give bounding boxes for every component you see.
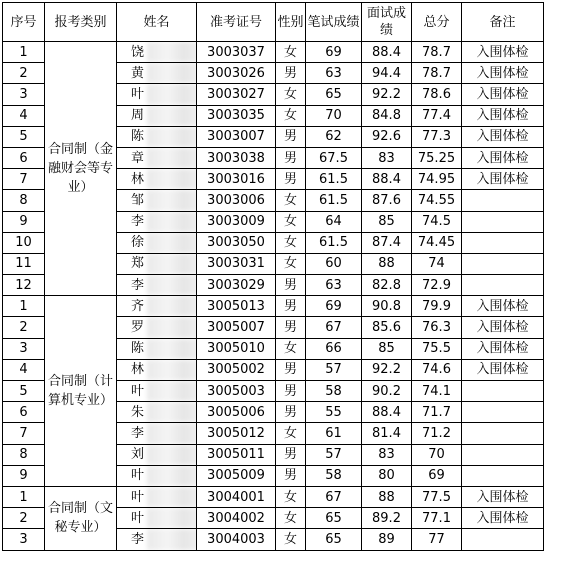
cell-remark: 入围体检 — [462, 508, 544, 529]
cell-total: 74.5 — [412, 211, 462, 232]
cell-name: 周 — [117, 105, 197, 126]
cell-total: 75.25 — [412, 147, 462, 168]
cell-written: 67 — [306, 317, 362, 338]
cell-remark: 入围体检 — [462, 147, 544, 168]
cell-total: 74.95 — [412, 169, 462, 190]
cell-name: 林 — [117, 169, 197, 190]
cell-seq: 1 — [3, 42, 45, 63]
cell-seq: 2 — [3, 317, 45, 338]
cell-exam-id: 3005003 — [197, 381, 276, 402]
cell-remark: 入围体检 — [462, 63, 544, 84]
cell-total: 77.4 — [412, 105, 462, 126]
cell-gender: 男 — [276, 296, 306, 317]
cell-written: 65 — [306, 529, 362, 550]
cell-gender: 男 — [276, 359, 306, 380]
cell-remark: 入围体检 — [462, 42, 544, 63]
cell-seq: 1 — [3, 486, 45, 507]
cell-exam-id: 3003007 — [197, 126, 276, 147]
cell-gender: 女 — [276, 253, 306, 274]
name-redaction-mask — [147, 190, 197, 210]
cell-written: 61 — [306, 423, 362, 444]
cell-total: 79.9 — [412, 296, 462, 317]
cell-exam-id: 3005013 — [197, 296, 276, 317]
cell-gender: 男 — [276, 402, 306, 423]
cell-seq: 11 — [3, 253, 45, 274]
name-redaction-mask — [147, 466, 197, 486]
cell-interview: 88 — [362, 253, 412, 274]
cell-written: 67.5 — [306, 147, 362, 168]
cell-interview: 89 — [362, 529, 412, 550]
cell-name: 林 — [117, 359, 197, 380]
cell-exam-id: 3005012 — [197, 423, 276, 444]
cell-gender: 女 — [276, 84, 306, 105]
cell-total: 71.2 — [412, 423, 462, 444]
cell-remark — [462, 402, 544, 423]
cell-total: 77 — [412, 529, 462, 550]
cell-written: 58 — [306, 465, 362, 486]
header-exam-id: 准考证号 — [197, 3, 276, 42]
cell-written: 69 — [306, 296, 362, 317]
cell-seq: 3 — [3, 338, 45, 359]
cell-interview: 92.2 — [362, 84, 412, 105]
name-redaction-mask — [147, 445, 197, 465]
cell-remark: 入围体检 — [462, 338, 544, 359]
cell-seq: 8 — [3, 190, 45, 211]
cell-interview: 85 — [362, 338, 412, 359]
cell-total: 78.6 — [412, 84, 462, 105]
cell-interview: 87.4 — [362, 232, 412, 253]
name-redaction-mask — [147, 275, 197, 295]
cell-total: 71.7 — [412, 402, 462, 423]
name-redaction-mask — [147, 148, 197, 168]
cell-gender: 女 — [276, 423, 306, 444]
cell-exam-id: 3003050 — [197, 232, 276, 253]
cell-remark — [462, 423, 544, 444]
name-redaction-mask — [147, 106, 197, 126]
cell-name: 叶 — [117, 84, 197, 105]
cell-name: 李 — [117, 211, 197, 232]
cell-seq: 4 — [3, 359, 45, 380]
cell-interview: 92.2 — [362, 359, 412, 380]
cell-remark: 入围体检 — [462, 105, 544, 126]
cell-exam-id: 3004002 — [197, 508, 276, 529]
cell-remark: 入围体检 — [462, 486, 544, 507]
table-row — [3, 486, 544, 507]
header-category: 报考类别 — [45, 3, 117, 42]
name-redaction-mask — [147, 360, 197, 380]
cell-exam-id: 3003016 — [197, 169, 276, 190]
name-redaction-mask — [147, 127, 197, 147]
cell-interview: 94.4 — [362, 63, 412, 84]
cell-exam-id: 3003006 — [197, 190, 276, 211]
cell-interview: 83 — [362, 147, 412, 168]
cell-seq: 5 — [3, 126, 45, 147]
cell-total: 77.5 — [412, 486, 462, 507]
cell-total: 74.55 — [412, 190, 462, 211]
cell-written: 70 — [306, 105, 362, 126]
cell-seq: 12 — [3, 275, 45, 296]
cell-remark — [462, 211, 544, 232]
cell-name: 章 — [117, 147, 197, 168]
cell-written: 60 — [306, 253, 362, 274]
cell-total: 76.3 — [412, 317, 462, 338]
cell-interview: 88 — [362, 486, 412, 507]
cell-interview: 87.6 — [362, 190, 412, 211]
cell-remark — [462, 232, 544, 253]
cell-remark: 入围体检 — [462, 84, 544, 105]
cell-exam-id: 3003009 — [197, 211, 276, 232]
name-redaction-mask — [147, 402, 197, 422]
cell-exam-id: 3003038 — [197, 147, 276, 168]
cell-remark — [462, 275, 544, 296]
cell-total: 77.1 — [412, 508, 462, 529]
cell-name: 李 — [117, 529, 197, 550]
name-redaction-mask — [147, 42, 197, 62]
cell-total: 74.6 — [412, 359, 462, 380]
cell-seq: 6 — [3, 147, 45, 168]
cell-interview: 85.6 — [362, 317, 412, 338]
cell-name: 叶 — [117, 486, 197, 507]
name-redaction-mask — [147, 317, 197, 337]
cell-name: 叶 — [117, 508, 197, 529]
cell-remark — [462, 465, 544, 486]
cell-remark: 入围体检 — [462, 126, 544, 147]
cell-gender: 男 — [276, 169, 306, 190]
cell-written: 57 — [306, 444, 362, 465]
name-redaction-mask — [147, 169, 197, 189]
cell-remark: 入围体检 — [462, 169, 544, 190]
header-gender: 性别 — [276, 3, 306, 42]
cell-gender: 女 — [276, 486, 306, 507]
cell-seq: 9 — [3, 465, 45, 486]
cell-exam-id: 3005011 — [197, 444, 276, 465]
cell-exam-id: 3003037 — [197, 42, 276, 63]
cell-seq: 3 — [3, 84, 45, 105]
cell-total: 78.7 — [412, 42, 462, 63]
cell-written: 61.5 — [306, 232, 362, 253]
cell-total: 70 — [412, 444, 462, 465]
cell-seq: 8 — [3, 444, 45, 465]
name-redaction-mask — [147, 233, 197, 253]
cell-interview: 88.4 — [362, 42, 412, 63]
cell-gender: 男 — [276, 126, 306, 147]
table-row — [3, 42, 544, 63]
cell-name: 朱 — [117, 402, 197, 423]
cell-gender: 女 — [276, 190, 306, 211]
cell-name: 徐 — [117, 232, 197, 253]
cell-seq: 1 — [3, 296, 45, 317]
cell-interview: 90.8 — [362, 296, 412, 317]
cell-exam-id: 3003029 — [197, 275, 276, 296]
name-redaction-mask — [147, 529, 197, 549]
cell-exam-id: 3003027 — [197, 84, 276, 105]
cell-gender: 男 — [276, 63, 306, 84]
cell-interview: 85 — [362, 211, 412, 232]
cell-interview: 84.8 — [362, 105, 412, 126]
cell-gender: 男 — [276, 465, 306, 486]
name-redaction-mask — [147, 84, 197, 104]
cell-name: 陈 — [117, 338, 197, 359]
cell-remark — [462, 253, 544, 274]
cell-name: 郑 — [117, 253, 197, 274]
name-redaction-mask — [147, 296, 197, 316]
cell-seq: 6 — [3, 402, 45, 423]
name-redaction-mask — [147, 63, 197, 83]
cell-total: 74 — [412, 253, 462, 274]
cell-exam-id: 3005007 — [197, 317, 276, 338]
cell-written: 69 — [306, 42, 362, 63]
cell-interview: 82.8 — [362, 275, 412, 296]
cell-name: 刘 — [117, 444, 197, 465]
cell-written: 67 — [306, 486, 362, 507]
cell-total: 69 — [412, 465, 462, 486]
cell-category: 合同制（金融财会等专业） — [45, 42, 117, 296]
cell-remark — [462, 529, 544, 550]
cell-written: 58 — [306, 381, 362, 402]
name-redaction-mask — [147, 339, 197, 359]
cell-remark: 入围体检 — [462, 317, 544, 338]
name-redaction-mask — [147, 487, 197, 507]
cell-exam-id: 3005010 — [197, 338, 276, 359]
cell-seq: 2 — [3, 63, 45, 84]
cell-seq: 10 — [3, 232, 45, 253]
cell-written: 63 — [306, 275, 362, 296]
cell-seq: 5 — [3, 381, 45, 402]
cell-name: 罗 — [117, 317, 197, 338]
name-redaction-mask — [147, 423, 197, 443]
cell-seq: 2 — [3, 508, 45, 529]
name-redaction-mask — [147, 254, 197, 274]
cell-name: 齐 — [117, 296, 197, 317]
header-total: 总分 — [412, 3, 462, 42]
cell-gender: 男 — [276, 147, 306, 168]
cell-gender: 男 — [276, 317, 306, 338]
cell-interview: 83 — [362, 444, 412, 465]
cell-remark: 入围体检 — [462, 296, 544, 317]
cell-gender: 女 — [276, 338, 306, 359]
cell-name: 叶 — [117, 381, 197, 402]
cell-written: 65 — [306, 84, 362, 105]
cell-name: 邹 — [117, 190, 197, 211]
cell-total: 72.9 — [412, 275, 462, 296]
cell-exam-id: 3003035 — [197, 105, 276, 126]
cell-interview: 81.4 — [362, 423, 412, 444]
cell-name: 饶 — [117, 42, 197, 63]
cell-exam-id: 3004001 — [197, 486, 276, 507]
cell-remark — [462, 381, 544, 402]
cell-interview: 90.2 — [362, 381, 412, 402]
cell-seq: 9 — [3, 211, 45, 232]
cell-written: 61.5 — [306, 190, 362, 211]
cell-written: 57 — [306, 359, 362, 380]
table-body — [3, 42, 544, 551]
cell-written: 61.5 — [306, 169, 362, 190]
cell-interview: 89.2 — [362, 508, 412, 529]
header-name: 姓名 — [117, 3, 197, 42]
cell-written: 65 — [306, 508, 362, 529]
name-redaction-mask — [147, 508, 197, 528]
header-row — [3, 3, 544, 42]
cell-total: 74.45 — [412, 232, 462, 253]
cell-gender: 男 — [276, 444, 306, 465]
cell-gender: 女 — [276, 42, 306, 63]
cell-seq: 4 — [3, 105, 45, 126]
cell-name: 李 — [117, 423, 197, 444]
cell-exam-id: 3005006 — [197, 402, 276, 423]
header-written: 笔试成绩 — [306, 3, 362, 42]
cell-seq: 3 — [3, 529, 45, 550]
header-interview: 面试成绩 — [362, 3, 412, 42]
header-remark: 备注 — [462, 3, 544, 42]
cell-gender: 女 — [276, 529, 306, 550]
cell-remark — [462, 190, 544, 211]
cell-exam-id: 3005002 — [197, 359, 276, 380]
cell-seq: 7 — [3, 169, 45, 190]
results-table — [2, 2, 544, 551]
cell-seq: 7 — [3, 423, 45, 444]
cell-gender: 女 — [276, 105, 306, 126]
cell-name: 李 — [117, 275, 197, 296]
cell-written: 63 — [306, 63, 362, 84]
cell-interview: 88.4 — [362, 169, 412, 190]
cell-interview: 88.4 — [362, 402, 412, 423]
cell-remark: 入围体检 — [462, 359, 544, 380]
cell-exam-id: 3004003 — [197, 529, 276, 550]
cell-gender: 女 — [276, 508, 306, 529]
cell-total: 78.7 — [412, 63, 462, 84]
cell-exam-id: 3005009 — [197, 465, 276, 486]
cell-written: 55 — [306, 402, 362, 423]
cell-name: 叶 — [117, 465, 197, 486]
table-row — [3, 296, 544, 317]
cell-exam-id: 3003026 — [197, 63, 276, 84]
cell-total: 77.3 — [412, 126, 462, 147]
cell-remark — [462, 444, 544, 465]
cell-written: 64 — [306, 211, 362, 232]
cell-interview: 92.6 — [362, 126, 412, 147]
header-seq: 序号 — [3, 3, 45, 42]
cell-category: 合同制（文秘专业） — [45, 486, 117, 550]
cell-gender: 男 — [276, 275, 306, 296]
name-redaction-mask — [147, 381, 197, 401]
cell-written: 62 — [306, 126, 362, 147]
cell-total: 74.1 — [412, 381, 462, 402]
cell-gender: 女 — [276, 232, 306, 253]
cell-total: 75.5 — [412, 338, 462, 359]
cell-category: 合同制（计算机专业） — [45, 296, 117, 487]
cell-gender: 女 — [276, 211, 306, 232]
cell-gender: 男 — [276, 381, 306, 402]
cell-interview: 80 — [362, 465, 412, 486]
name-redaction-mask — [147, 212, 197, 232]
cell-written: 66 — [306, 338, 362, 359]
cell-name: 陈 — [117, 126, 197, 147]
cell-exam-id: 3003031 — [197, 253, 276, 274]
cell-name: 黄 — [117, 63, 197, 84]
